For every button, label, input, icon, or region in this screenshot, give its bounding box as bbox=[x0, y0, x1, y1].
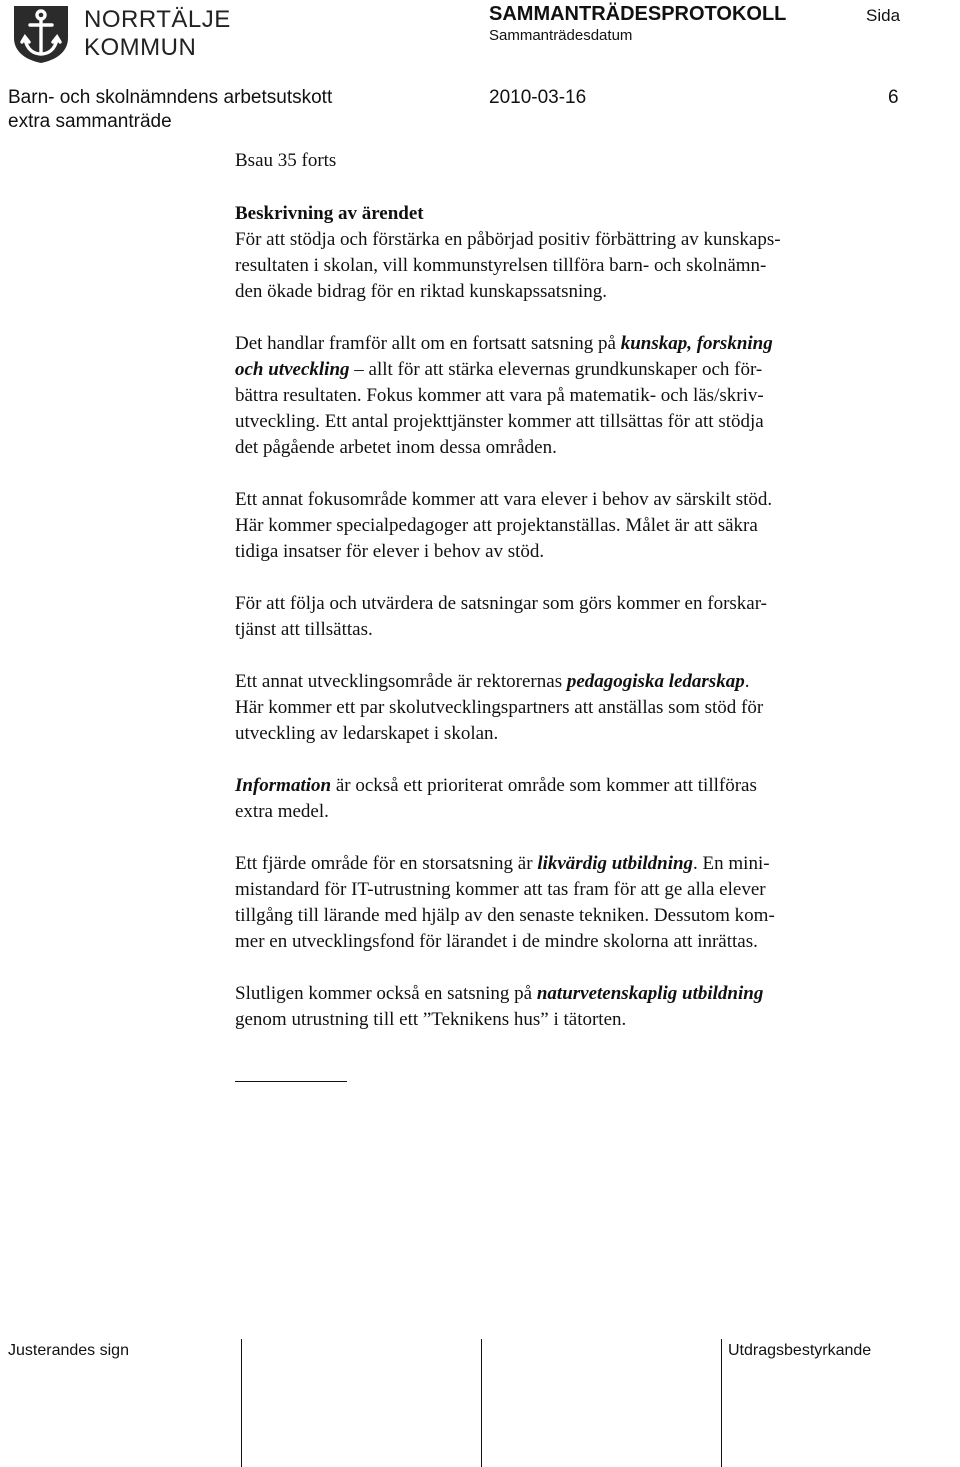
paragraph-5 bbox=[235, 669, 895, 747]
text-line: utveckling. Ett antal projekttjänster kommer att tillsättas för att stödja bbox=[235, 411, 764, 432]
paragraph-3 bbox=[235, 487, 895, 565]
page-number: 6 bbox=[888, 87, 899, 108]
logo-line-2: KOMMUN bbox=[84, 34, 197, 61]
text-line: För att stödja och förstärka en påbörjad positiv förbättring av kunskaps- bbox=[235, 229, 781, 250]
text-run: . bbox=[744, 671, 750, 692]
signature-divider bbox=[481, 1339, 482, 1467]
text-line: tidiga insatser för elever i behov av stöd. bbox=[235, 541, 545, 562]
emphasis-text: Information bbox=[235, 775, 332, 796]
text-line bbox=[235, 981, 895, 1007]
text-line: mistandard för IT-utrustning kommer att tas fram för att ge alla elever bbox=[235, 879, 766, 900]
text-line: För att följa och utvärdera de satsningar som görs kommer en forskar- bbox=[235, 593, 767, 614]
paragraph-2 bbox=[235, 331, 895, 461]
text-line: tillgång till lärande med hjälp av den senaste tekniken. Dessutom kom- bbox=[235, 905, 775, 926]
committee-name bbox=[8, 86, 332, 134]
text-line bbox=[235, 331, 895, 357]
section-heading: Beskrivning av ärendet bbox=[235, 203, 424, 224]
text-line: utveckling av ledarskapet i skolan. bbox=[235, 723, 499, 744]
certified-label: Utdragsbestyrkande bbox=[728, 1342, 872, 1359]
committee-line-1: Barn- och skolnämndens arbetsutskott bbox=[8, 87, 333, 108]
emphasis-text: naturvetenskaplig utbildning bbox=[536, 983, 764, 1004]
paragraph-6 bbox=[235, 773, 895, 825]
meeting-date-label: Sammanträdesdatum bbox=[489, 27, 633, 44]
signature-footer bbox=[0, 1330, 960, 1467]
anchor-crest-icon bbox=[10, 2, 72, 64]
text-line: Ett annat fokusområde kommer att vara elever i behov av särskilt stöd. bbox=[235, 489, 773, 510]
paragraph-7 bbox=[235, 851, 895, 955]
municipality-name bbox=[84, 6, 231, 62]
text-line: tjänst att tillsättas. bbox=[235, 619, 373, 640]
emphasis-text: kunskap, forskning bbox=[620, 333, 773, 354]
text-line bbox=[235, 773, 895, 799]
sign-label: Justerandes sign bbox=[8, 1342, 129, 1359]
signature-divider bbox=[721, 1339, 722, 1467]
signature-divider bbox=[241, 1339, 242, 1467]
text-run: Det handlar framför allt om en fortsatt satsning på bbox=[235, 333, 621, 354]
text-line: genom utrustning till ett ”Teknikens hus” i tätorten. bbox=[235, 1009, 627, 1030]
text-line: mer en utvecklingsfond för lärandet i de mindre skolorna att inrättas. bbox=[235, 931, 758, 952]
paragraph-4 bbox=[235, 591, 895, 643]
municipality-logo bbox=[10, 2, 72, 64]
text-line bbox=[235, 357, 895, 383]
committee-line-2: extra sammanträde bbox=[8, 111, 172, 132]
text-line: Här kommer ett par skolutvecklingspartners att anställas som stöd för bbox=[235, 697, 764, 718]
document-title: SAMMANTRÄDESPROTOKOLL bbox=[489, 3, 787, 25]
text-line: bättra resultaten. Fokus kommer att vara på matematik- och läs/skriv- bbox=[235, 385, 764, 406]
end-separator bbox=[235, 1081, 347, 1082]
text-line: resultaten i skolan, vill kommunstyrelsen tillföra barn- och skolnämn- bbox=[235, 255, 767, 276]
section-reference: Bsau 35 forts bbox=[235, 150, 337, 171]
text-line: extra medel. bbox=[235, 801, 329, 822]
text-line: det pågående arbetet inom dessa områden. bbox=[235, 437, 557, 458]
logo-line-1: NORRTÄLJE bbox=[84, 6, 231, 33]
text-run: . En mini- bbox=[693, 853, 770, 874]
text-line bbox=[235, 851, 895, 877]
emphasis-text: och utveckling bbox=[235, 359, 350, 380]
text-line: den ökade bidrag för en riktad kunskapssatsning. bbox=[235, 281, 607, 302]
text-line: Här kommer specialpedagoger att projektanställas. Målet är att säkra bbox=[235, 515, 758, 536]
page-label: Sida bbox=[866, 6, 901, 25]
text-run: – allt för att stärka elevernas grundkunskaper och för- bbox=[349, 359, 763, 380]
text-run: Ett fjärde område för en storsatsning är bbox=[235, 853, 538, 874]
paragraph-8 bbox=[235, 981, 895, 1033]
meeting-date: 2010-03-16 bbox=[489, 87, 587, 108]
text-line bbox=[235, 669, 895, 695]
paragraph-1 bbox=[235, 227, 895, 305]
emphasis-text: likvärdig utbildning bbox=[537, 853, 694, 874]
text-run: är också ett prioriterat område som kommer att tillföras bbox=[331, 775, 757, 796]
text-run: Slutligen kommer också en satsning på bbox=[235, 983, 537, 1004]
emphasis-text: pedagogiska ledarskap bbox=[566, 671, 745, 692]
text-run: Ett annat utvecklingsområde är rektorernas bbox=[235, 671, 567, 692]
